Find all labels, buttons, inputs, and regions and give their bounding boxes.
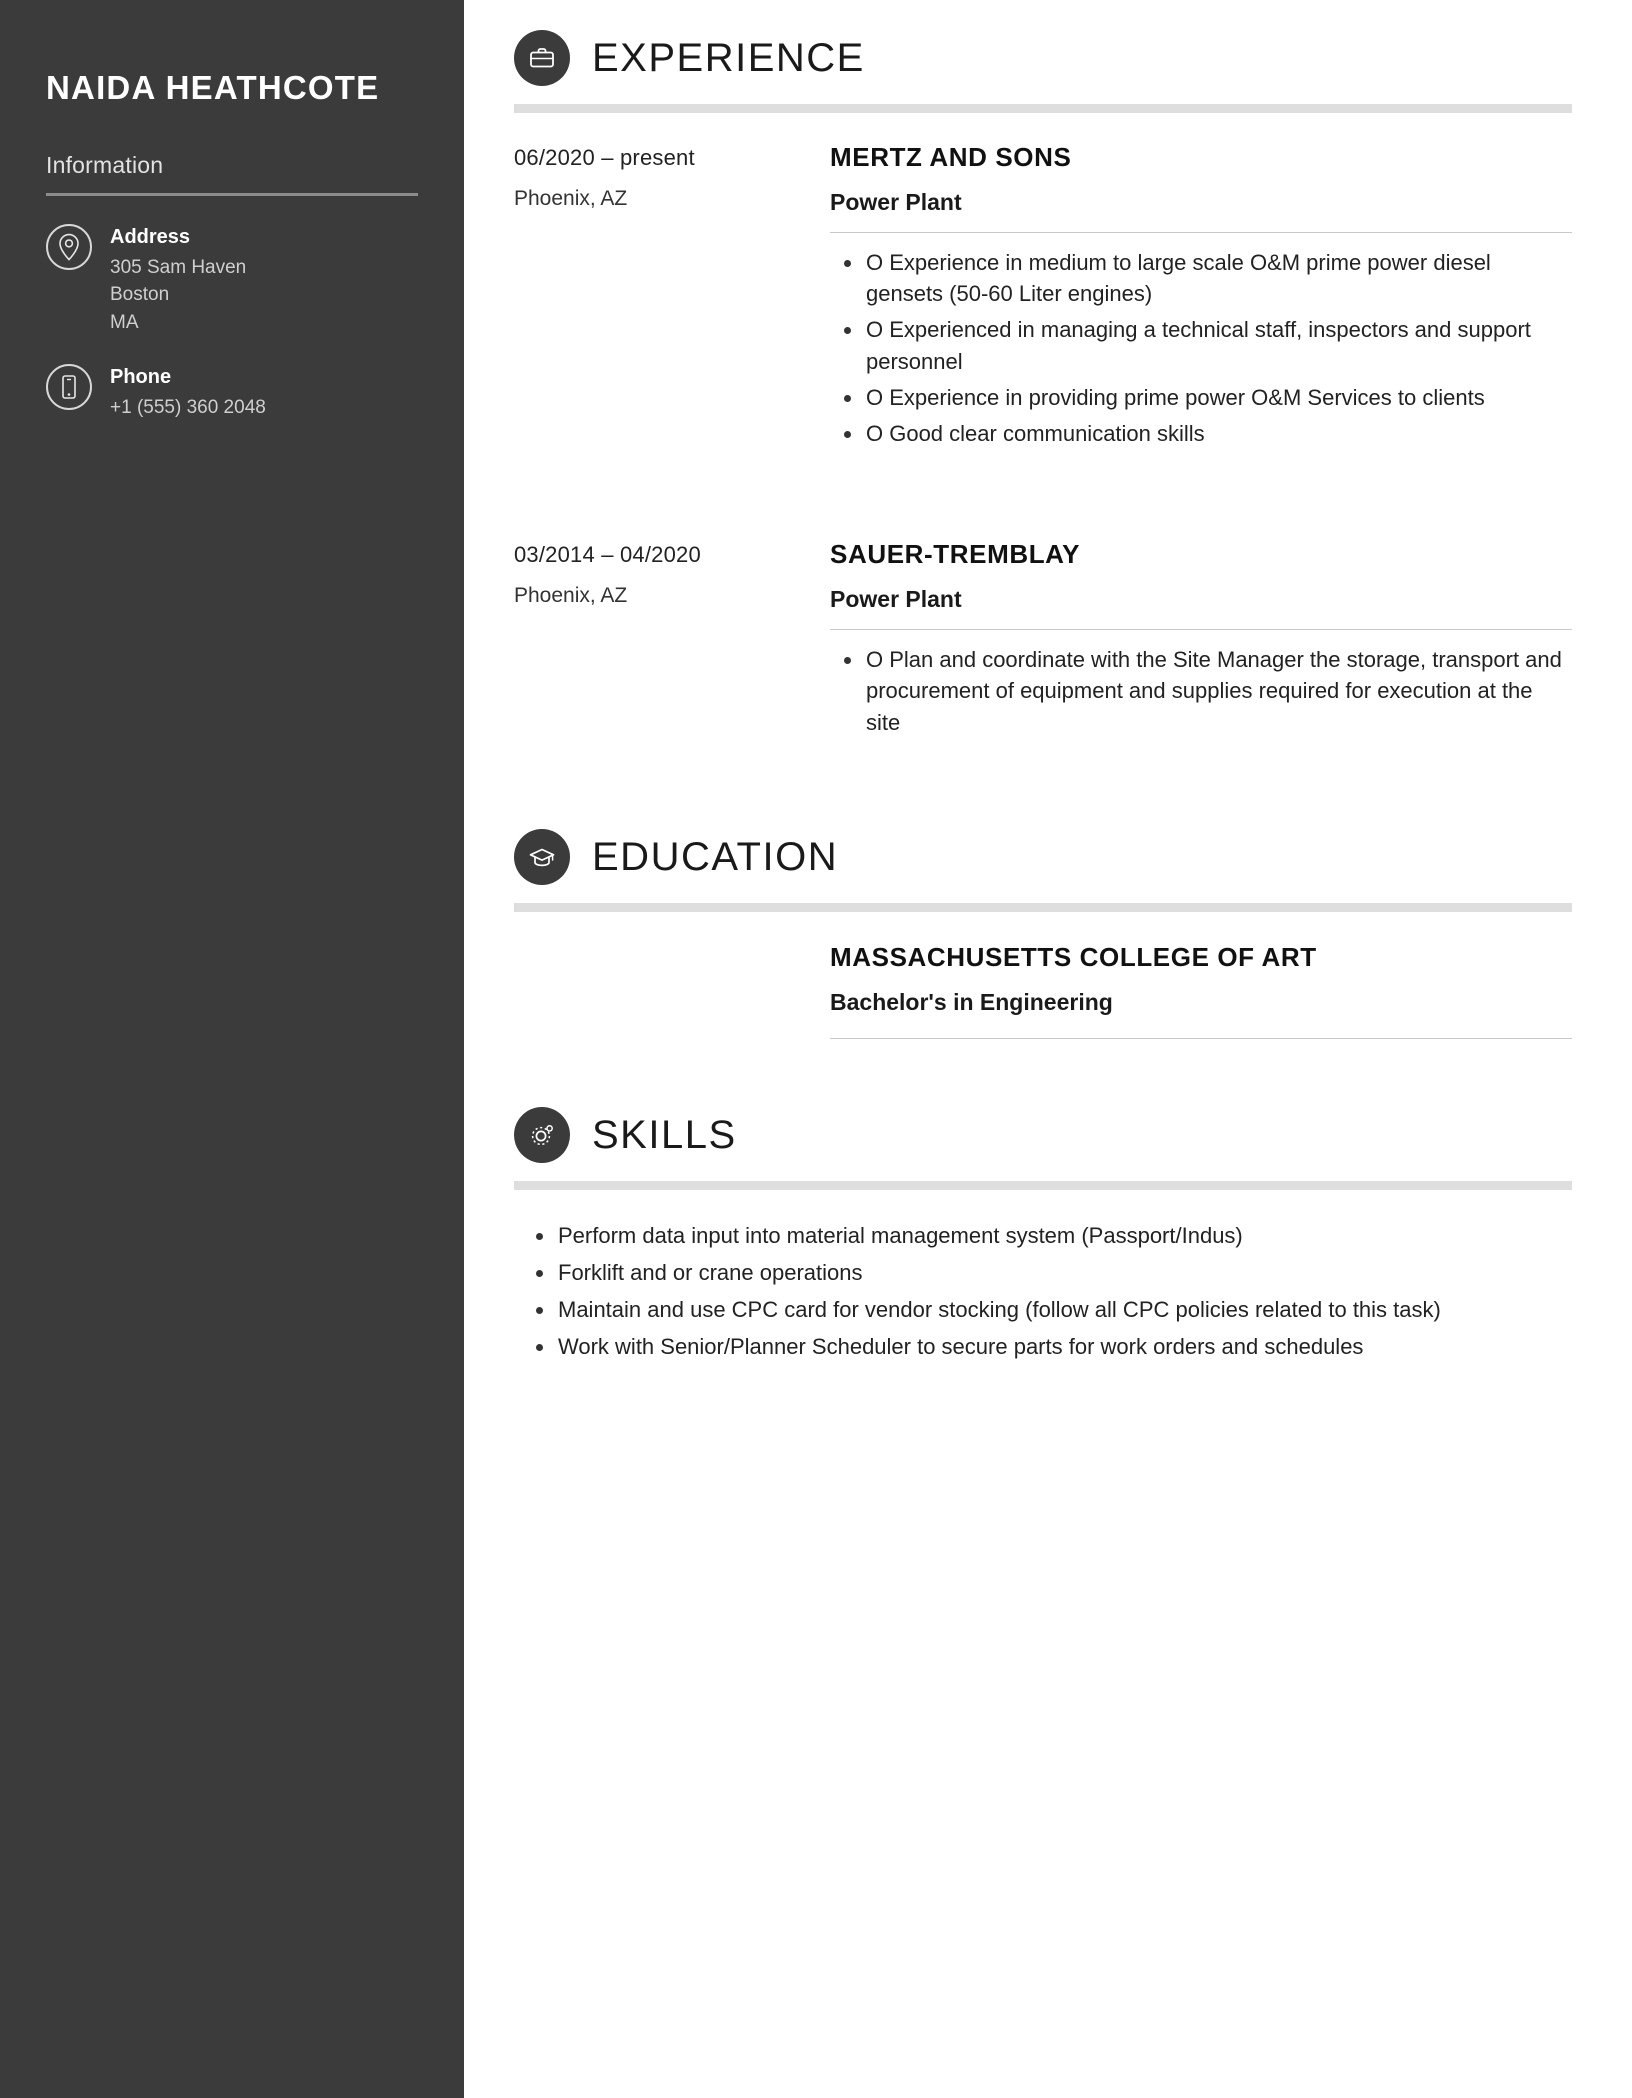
- section-title-experience: EXPERIENCE: [592, 36, 865, 80]
- experience-entry-body: [830, 540, 1572, 743]
- list-item: O Plan and coordinate with the Site Manager the storage, transport and procurement of equipment and supplies required for execution at the site: [830, 644, 1572, 738]
- contact-body-phone: [110, 362, 266, 422]
- list-item: Forklift and or crane operations: [524, 1257, 1572, 1289]
- contact-line-number: +1 (555) 360 2048: [110, 397, 266, 419]
- contact-label-address: Address: [110, 225, 191, 248]
- sidebar: [0, 0, 464, 2098]
- experience-bullet-list: [830, 644, 1572, 738]
- section-header-skills: [514, 1107, 1572, 1163]
- experience-organization: SAUER-TREMBLAY: [830, 539, 1081, 570]
- experience-date: 06/2020 – present: [514, 145, 695, 170]
- experience-location: Phoenix, AZ: [514, 187, 628, 210]
- spacer: [514, 468, 1572, 540]
- experience-entry-meta: [514, 540, 830, 743]
- candidate-name: NAIDA HEATHCOTE: [46, 69, 380, 106]
- sidebar-section-title-information: Information: [46, 151, 164, 178]
- experience-date: 03/2014 – 04/2020: [514, 542, 701, 568]
- section-rule-skills: [514, 1181, 1572, 1190]
- education-entry: [514, 942, 1572, 1039]
- section-title-skills: SKILLS: [592, 1112, 737, 1157]
- spacer: [514, 757, 1572, 829]
- section-rule-education: [514, 903, 1572, 912]
- graduation-cap-icon: [514, 829, 570, 885]
- education-degree: Bachelor's in Engineering: [830, 989, 1572, 1039]
- section-header-experience: [514, 30, 1572, 86]
- contact-body-address: [110, 222, 246, 337]
- education-entry-meta: [514, 942, 830, 1039]
- list-item: Work with Senior/Planner Scheduler to secure parts for work orders and schedules: [524, 1331, 1572, 1363]
- experience-role: Power Plant: [830, 189, 1572, 233]
- section-rule-experience: [514, 104, 1572, 113]
- experience-role: Power Plant: [830, 586, 1572, 630]
- location-pin-icon: [46, 224, 92, 270]
- section-experience: [514, 30, 1572, 743]
- experience-bullet-list: [830, 247, 1572, 449]
- experience-entry-meta: [514, 143, 830, 454]
- phone-icon: [46, 364, 92, 410]
- list-item: O Experienced in managing a technical staff, inspectors and support personnel: [830, 314, 1572, 376]
- contact-item-address: [46, 222, 418, 337]
- skills-list: [514, 1220, 1572, 1363]
- experience-entry-body: [830, 143, 1572, 454]
- contact-line-street: 305 Sam Haven: [110, 256, 247, 278]
- section-title-education: EDUCATION: [592, 834, 839, 879]
- gear-icon: [514, 1107, 570, 1163]
- contact-item-phone: [46, 362, 418, 422]
- contact-line-city: Boston: [110, 284, 170, 306]
- list-item: Maintain and use CPC card for vendor stocking (follow all CPC policies related to this task): [524, 1294, 1572, 1326]
- experience-entry: [514, 143, 1572, 454]
- list-item: O Experience in medium to large scale O&M prime power diesel gensets (50-60 Liter engines): [830, 247, 1572, 309]
- section-education: [514, 829, 1572, 1039]
- education-school: MASSACHUSETTS COLLEGE OF ART: [830, 941, 1317, 972]
- list-item: Perform data input into material management system (Passport/Indus): [524, 1220, 1572, 1252]
- experience-organization: MERTZ AND SONS: [830, 142, 1072, 172]
- sidebar-divider: [46, 193, 418, 196]
- experience-location: Phoenix, AZ: [514, 584, 628, 608]
- list-item: O Good clear communication skills: [830, 418, 1572, 449]
- spacer: [514, 1049, 1572, 1107]
- contact-line-state: MA: [110, 311, 139, 333]
- experience-entry: [514, 540, 1572, 743]
- education-entry-body: [830, 942, 1572, 1039]
- list-item: O Experience in providing prime power O&M Services to clients: [830, 382, 1572, 413]
- section-skills: [514, 1107, 1572, 1363]
- briefcase-icon: [514, 30, 570, 86]
- main-content: [464, 0, 1632, 2098]
- section-header-education: [514, 829, 1572, 885]
- contact-label-phone: Phone: [110, 366, 172, 389]
